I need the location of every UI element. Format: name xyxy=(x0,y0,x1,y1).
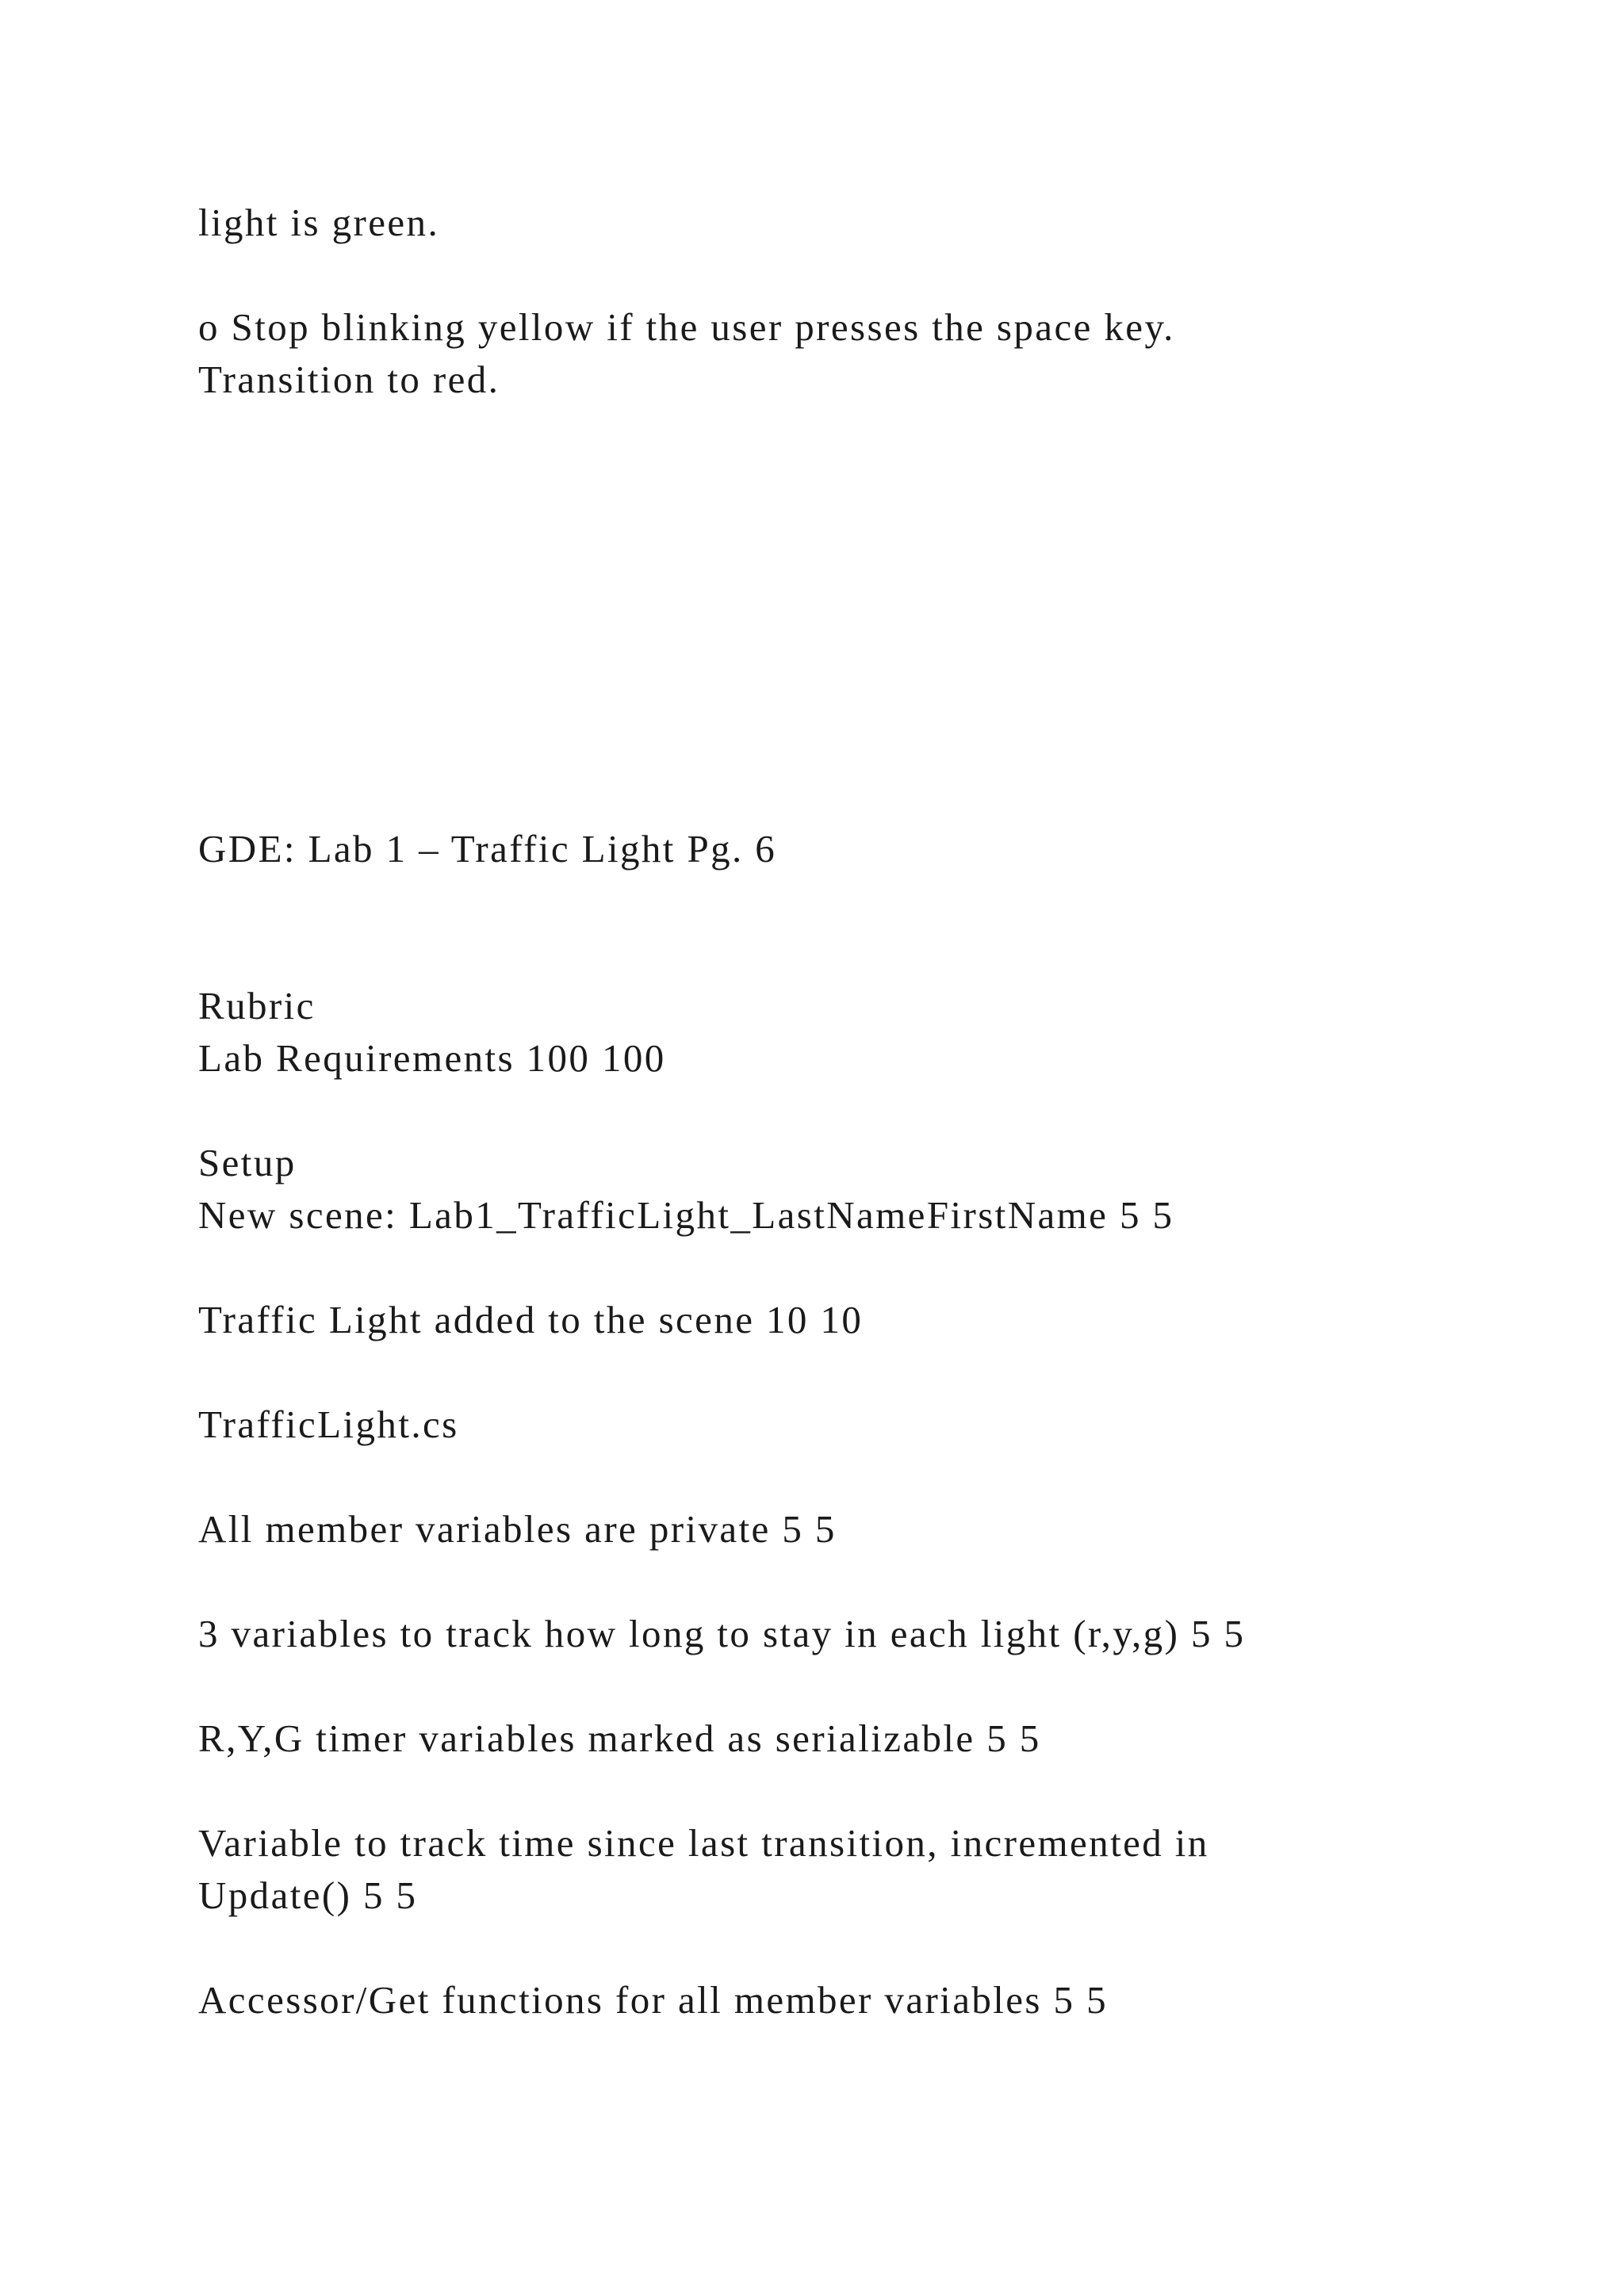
text-line-green-light: light is green. xyxy=(198,201,440,244)
rubric-traffic-light-added: Traffic Light added to the scene 10 10 xyxy=(198,1298,864,1341)
rubric-three-variables: 3 variables to track how long to stay in each light (r,y,g) 5 5 xyxy=(198,1612,1246,1655)
page-footer: GDE: Lab 1 – Traffic Light Pg. 6 xyxy=(198,827,777,871)
rubric-time-variable: Variable to track time since last transition, incremented in xyxy=(198,1821,1209,1865)
rubric-accessor-functions: Accessor/Get functions for all member variables 5 5 xyxy=(198,1978,1108,2022)
rubric-heading: Rubric xyxy=(198,984,316,1027)
rubric-update-function: Update() 5 5 xyxy=(198,1873,418,1917)
rubric-serializable: R,Y,G timer variables marked as serializable 5 5 xyxy=(198,1716,1041,1760)
rubric-private-variables: All member variables are private 5 5 xyxy=(198,1507,837,1551)
rubric-new-scene: New scene: Lab1_TrafficLight_LastNameFirstName 5 5 xyxy=(198,1193,1174,1237)
rubric-lab-requirements: Lab Requirements 100 100 xyxy=(198,1036,666,1080)
text-line-transition-red: Transition to red. xyxy=(198,358,500,401)
rubric-script-heading: TrafficLight.cs xyxy=(198,1402,459,1446)
text-line-stop-blinking: o Stop blinking yellow if the user presses the space key. xyxy=(198,305,1175,349)
rubric-setup-heading: Setup xyxy=(198,1141,297,1184)
